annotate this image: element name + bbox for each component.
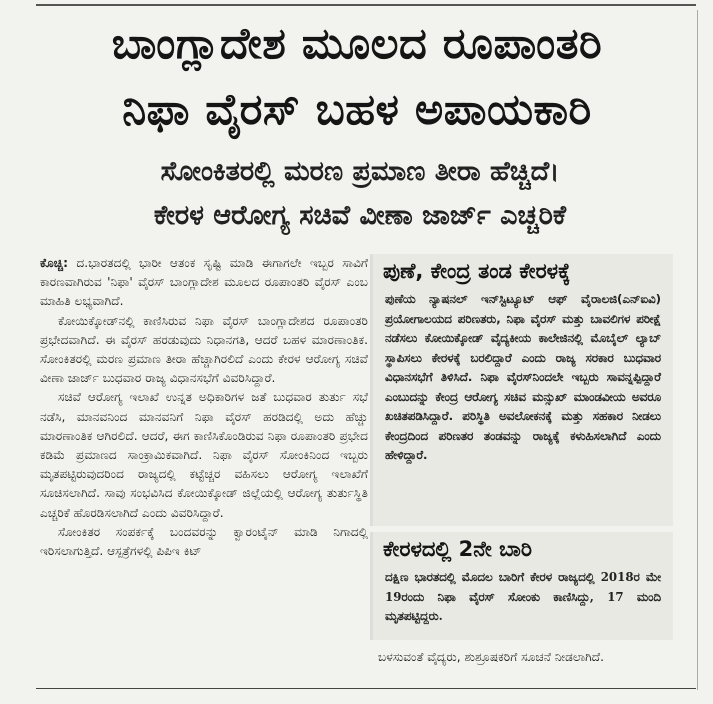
sidebar-box-second-time <box>370 532 673 640</box>
article-paragraph-1-text: ದ.ಭಾರತದಲ್ಲಿ ಭಾರೀ ಆತಂಕ ಸೃಷ್ಟಿ ಮಾಡಿ ಈಗಾಗಲೇ ಇಬ್ಬರ ಸಾವಿಗೆ ಕಾರಣವಾಗಿರುವ 'ನಿಫಾ' ವೈರಸ್ ಬಾಂಗ್ಲಾದೇಶ ಮೂಲದ ರೂಪಾಂತರಿ ವೈರಸ್ ಎಂಬ ಮಾಹಿತಿ ಲಭ್ಯವಾಗಿದೆ. <box>40 256 369 309</box>
bottom-rule <box>36 688 696 689</box>
article-continuation: ಬಳಸುವಂತೆ ವೈದ್ಯರು, ಶುಶ್ರೂಷಕರಿಗೆ ಸೂಚನೆ ನೀಡಲಾಗಿದೆ. <box>378 650 605 664</box>
top-rule <box>36 4 696 6</box>
headline-line-1: ಬಾಂಗ್ಲಾದೇಶ ಮೂಲದ ರೂಪಾಂತರಿ <box>111 19 603 69</box>
sidebar-box-pune-team <box>370 254 673 526</box>
article-body <box>40 254 368 561</box>
sidebar-box-title: ಪುಣೆ, ಕೇಂದ್ರ ತಂಡ ಕೇರಳಕ್ಕೆ <box>383 259 571 283</box>
dateline: ಕೊಚ್ಚಿ: <box>40 256 69 270</box>
headline-line-2: ನಿಫಾ ವೈರಸ್ ಬಹಳ ಅಪಾಯಕಾರಿ <box>122 85 592 135</box>
column-rule <box>697 10 698 690</box>
sidebar-box-text: ಪುಣೆಯ ನ್ಯಾಷನಲ್ ಇನ್‌ಸ್ಟಿಟ್ಯೂಟ್ ಆಫ್ ವೈರಾಲಜಿ(ಎನ್‌ಐವಿ) ಪ್ರಯೋಗಾಲಯದ ಪರಿಣತರು, ನಿಫಾ ವೈರಸ್ ಮತ್ತು ಬಾವಲಿಗಳ ಪರೀಕ್ಷೆ ನಡೆಸಲು ಕೋಯಿಕ್ಕೋಡ್ ವೈದ್ಯಕೀಯ ಕಾಲೇಜಿನಲ್ಲಿ ಮೊಬೈಲ್ ಲ್ಯಾಬ್ ಸ್ಥಾಪಿಸಲು ಕೇರಳಕ್ಕೆ ಬರಲಿದ್ದಾರೆ ಎಂದು ರಾಜ್ಯ ಸರಕಾರ ಬುಧವಾರ ವಿಧಾನಸಭೆಗೆ ತಿಳಿಸಿದೆ. ನಿಫಾ ವೈರಸ್‌ನಿಂದಲೇ ಇಬ್ಬರು ಸಾವನ್ನಪ್ಪಿದ್ದಾರೆ ಎಂಬುದನ್ನು ಕೇಂದ್ರ ಆರೋಗ್ಯ ಸಚಿವ ಮನ್ಸುಖ್ ಮಾಂಡವೀಯ ಅವರೂ ಖಚಿತಪಡಿಸಿದ್ದಾರೆ. ಪರಿಸ್ಥಿತಿ ಅವಲೋಕನಕ್ಕೆ ಮತ್ತು ಸಹಕಾರ ನೀಡಲು ಕೇಂದ್ರದಿಂದ ಪರಿಣತರ ತಂಡವನ್ನು ರಾಜ್ಯಕ್ಕೆ ಕಳುಹಿಸಲಾಗಿದೆ ಎಂದು ಹೇಳಿದ್ದಾರೆ. <box>385 292 661 462</box>
sidebar-box-title: ಕೇರಳದಲ್ಲಿ 2ನೇ ಬಾರಿ <box>383 537 532 561</box>
subhead-line-2: ಕೇರಳ ಆರೋಗ್ಯ ಸಚಿವೆ ವೀಣಾ ಜಾರ್ಜ್ ಎಚ್ಚರಿಕೆ <box>153 200 567 231</box>
article-paragraph-4: ಸೋಂಕಿತರ ಸಂಪರ್ಕಕ್ಕೆ ಬಂದವರನ್ನು ಕ್ವಾರಂಟೈನ್ ಮಾಡಿ ನಿಗಾದಲ್ಲಿ ಇರಿಸಲಾಗುತ್ತಿದೆ. ಆಸ್ಪತ್ರೆಗಳಲ್ಲಿ ಪಿಪಿಇ ಕಿಟ್ <box>40 524 368 559</box>
subhead-line-1: ಸೋಂಕಿತರಲ್ಲಿ ಮರಣ ಪ್ರಮಾಣ ತೀರಾ ಹೆಚ್ಚಿದೆ। <box>160 156 560 187</box>
sidebar-box-text: ದಕ್ಷಿಣ ಭಾರತದಲ್ಲಿ ಮೊದಲ ಬಾರಿಗೆ ಕೇರಳ ರಾಜ್ಯದಲ್ಲಿ 2018ರ ಮೇ 19ರಂದು ನಿಫಾ ವೈರಸ್ ಸೋಂಕು ಕಾಣಿಸಿದ್ದು, 17 ಮಂದಿ ಮೃತಪಟ್ಟಿದ್ದರು. <box>385 570 661 623</box>
article-paragraph-3: ಸಚಿವೆ ಆರೋಗ್ಯ ಇಲಾಖೆ ಉನ್ನತ ಅಧಿಕಾರಿಗಳ ಜತೆ ಬುಧವಾರ ತುರ್ತು ಸಭೆ ನಡೆಸಿ, ಮಾನವನಿಂದ ಮಾನವನಿಗೆ ನಿಫಾ ವೈರಸ್ ಹರಡಿದಲ್ಲಿ ಅದು ಹೆಚ್ಚು ಮಾರಣಾಂತಿಕ ಆಗಿರಲಿದೆ. ಆದರೆ, ಈಗ ಕಾಣಿಸಿಕೊಂಡಿರುವ ನಿಫಾ ರೂಪಾಂತರಿ ಪ್ರಭೇದ ಕಡಿಮೆ ಪ್ರಮಾಣದ ಸಾಂಕ್ರಾಮಿಕವಾಗಿದೆ. ನಿಫಾ ವೈರಸ್ ಸೋಂಕಿನಿಂದ ಇಬ್ಬರು ಮೃತಪಟ್ಟಿರುವುದರಿಂದ ರಾಜ್ಯದಲ್ಲಿ ಕಟ್ಟೆಚ್ಚರ ವಹಿಸಲು ಆರೋಗ್ಯ ಇಲಾಖೆಗೆ ಸೂಚಿಸಲಾಗಿದೆ. ಸಾವು ಸಂಭವಿಸಿದ ಕೋಯಿಕ್ಕೋಡ್ ಜಿಲ್ಲೆಯಲ್ಲಿ ಆರೋಗ್ಯ ತುರ್ತುಸ್ಥಿತಿ ಎಚ್ಚರಿಕೆ ಹೊರಡಿಸಲಾಗಿದೆ ಎಂದು ವಿವರಿಸಿದ್ದಾರೆ. <box>40 390 368 520</box>
article-paragraph-1 <box>40 254 368 312</box>
article-paragraph-2: ಕೋಯಿಕ್ಕೋಡ್‌ನಲ್ಲಿ ಕಾಣಿಸಿರುವ ನಿಫಾ ವೈರಸ್ ಬಾಂಗ್ಲಾದೇಶದ ರೂಪಾಂತರಿ ಪ್ರಭೇದವಾಗಿದೆ. ಈ ವೈರಸ್ ಹರಡುವುದು ನಿಧಾನಗತಿ, ಆದರೆ ಬಹಳ ಮಾರಣಾಂತಿಕ. ಸೋಂಕಿತರಲ್ಲಿ ಮರಣ ಪ್ರಮಾಣ ತೀರಾ ಹೆಚ್ಚಾಗಿರಲಿದೆ ಎಂದು ಕೇರಳ ಆರೋಗ್ಯ ಸಚಿವೆ ವೀಣಾ ಜಾರ್ಜ್ ಬುಧವಾರ ರಾಜ್ಯ ವಿಧಾನಸಭೆಗೆ ವಿವರಿಸಿದ್ದಾರೆ. <box>40 313 368 386</box>
